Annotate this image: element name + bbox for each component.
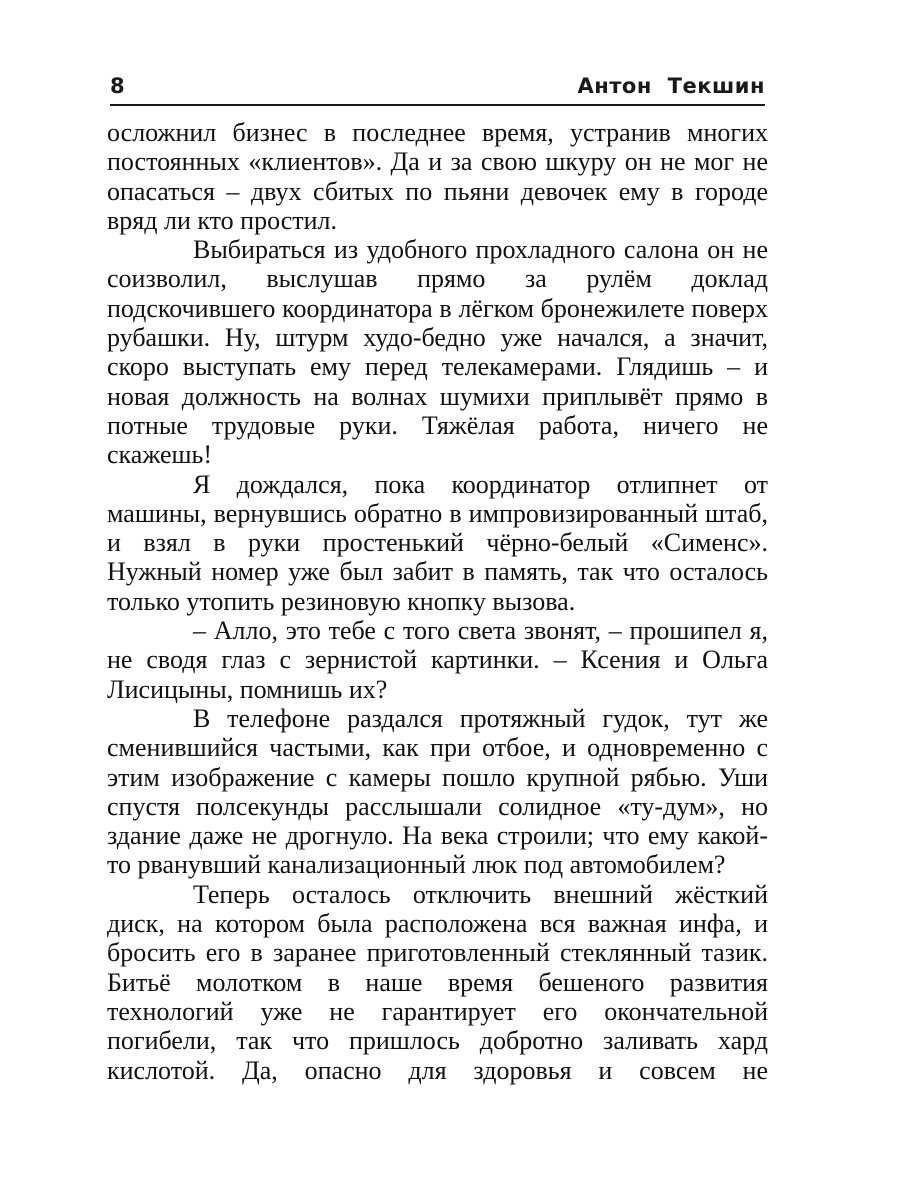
paragraph: Я дождался, пока координатор отлипнет от машины, вернувшись обратно в импровизированный штаб, и взял в руки простенький чёрно-белый «Сименс». Нужный номер уже был забит в память, так что осталось только утопить резиновую кнопку вызова. — [107, 469, 768, 616]
header-rule — [110, 104, 765, 106]
paragraph: осложнил бизнес в последнее время, устранив многих постоянных «клиентов». Да и за свою шкуру он не мог не опасаться – двух сбитых по пьяни девочек ему в городе вряд ли кто простил. — [107, 118, 768, 235]
body-text — [107, 118, 768, 1085]
page-number: 8 — [110, 74, 125, 98]
paragraph: В телефоне раздался протяжный гудок, тут же сменившийся частыми, как при отбое, и одновременно с этим изображение с камеры пошло крупной рябью. Уши спустя полсекунды расслышали солидное «ту-дум», но здание даже не дрогнуло. На века строили; что ему какой-то рванувший канализационный люк под автомобилем? — [107, 703, 768, 880]
running-head-author: Антон Текшин — [577, 74, 765, 98]
paragraph: Выбираться из удобного прохладного салона он не соизволил, выслушав прямо за рулём доклад подскочившего координатора в лёгком бронежилете поверх рубашки. Ну, штурм худо-бедно уже начался, а значит, скоро выступать ему перед телекамерами. Глядишь – и новая должность на волнах шумихи приплывёт прямо в потные трудовые руки. Тяжёлая работа, ничего не скажешь! — [107, 235, 768, 470]
paragraph: – Алло, это тебе с того света звонят, – прошипел я, не сводя глаз с зернистой картинки. – Ксения и Ольга Лисицыны, помнишь их? — [107, 616, 768, 704]
page-header — [110, 70, 765, 104]
paragraph: Теперь осталось отключить внешний жёсткий диск, на котором была расположена вся важная инфа, и бросить его в заранее приготовленный стеклянный тазик. Битьё молотком в наше время бешеного развития технологий уже не гарантирует его окончательной погибели, так что пришлось добротно заливать хард кислотой. Да, опасно для здоровья и совсем не — [107, 879, 768, 1085]
